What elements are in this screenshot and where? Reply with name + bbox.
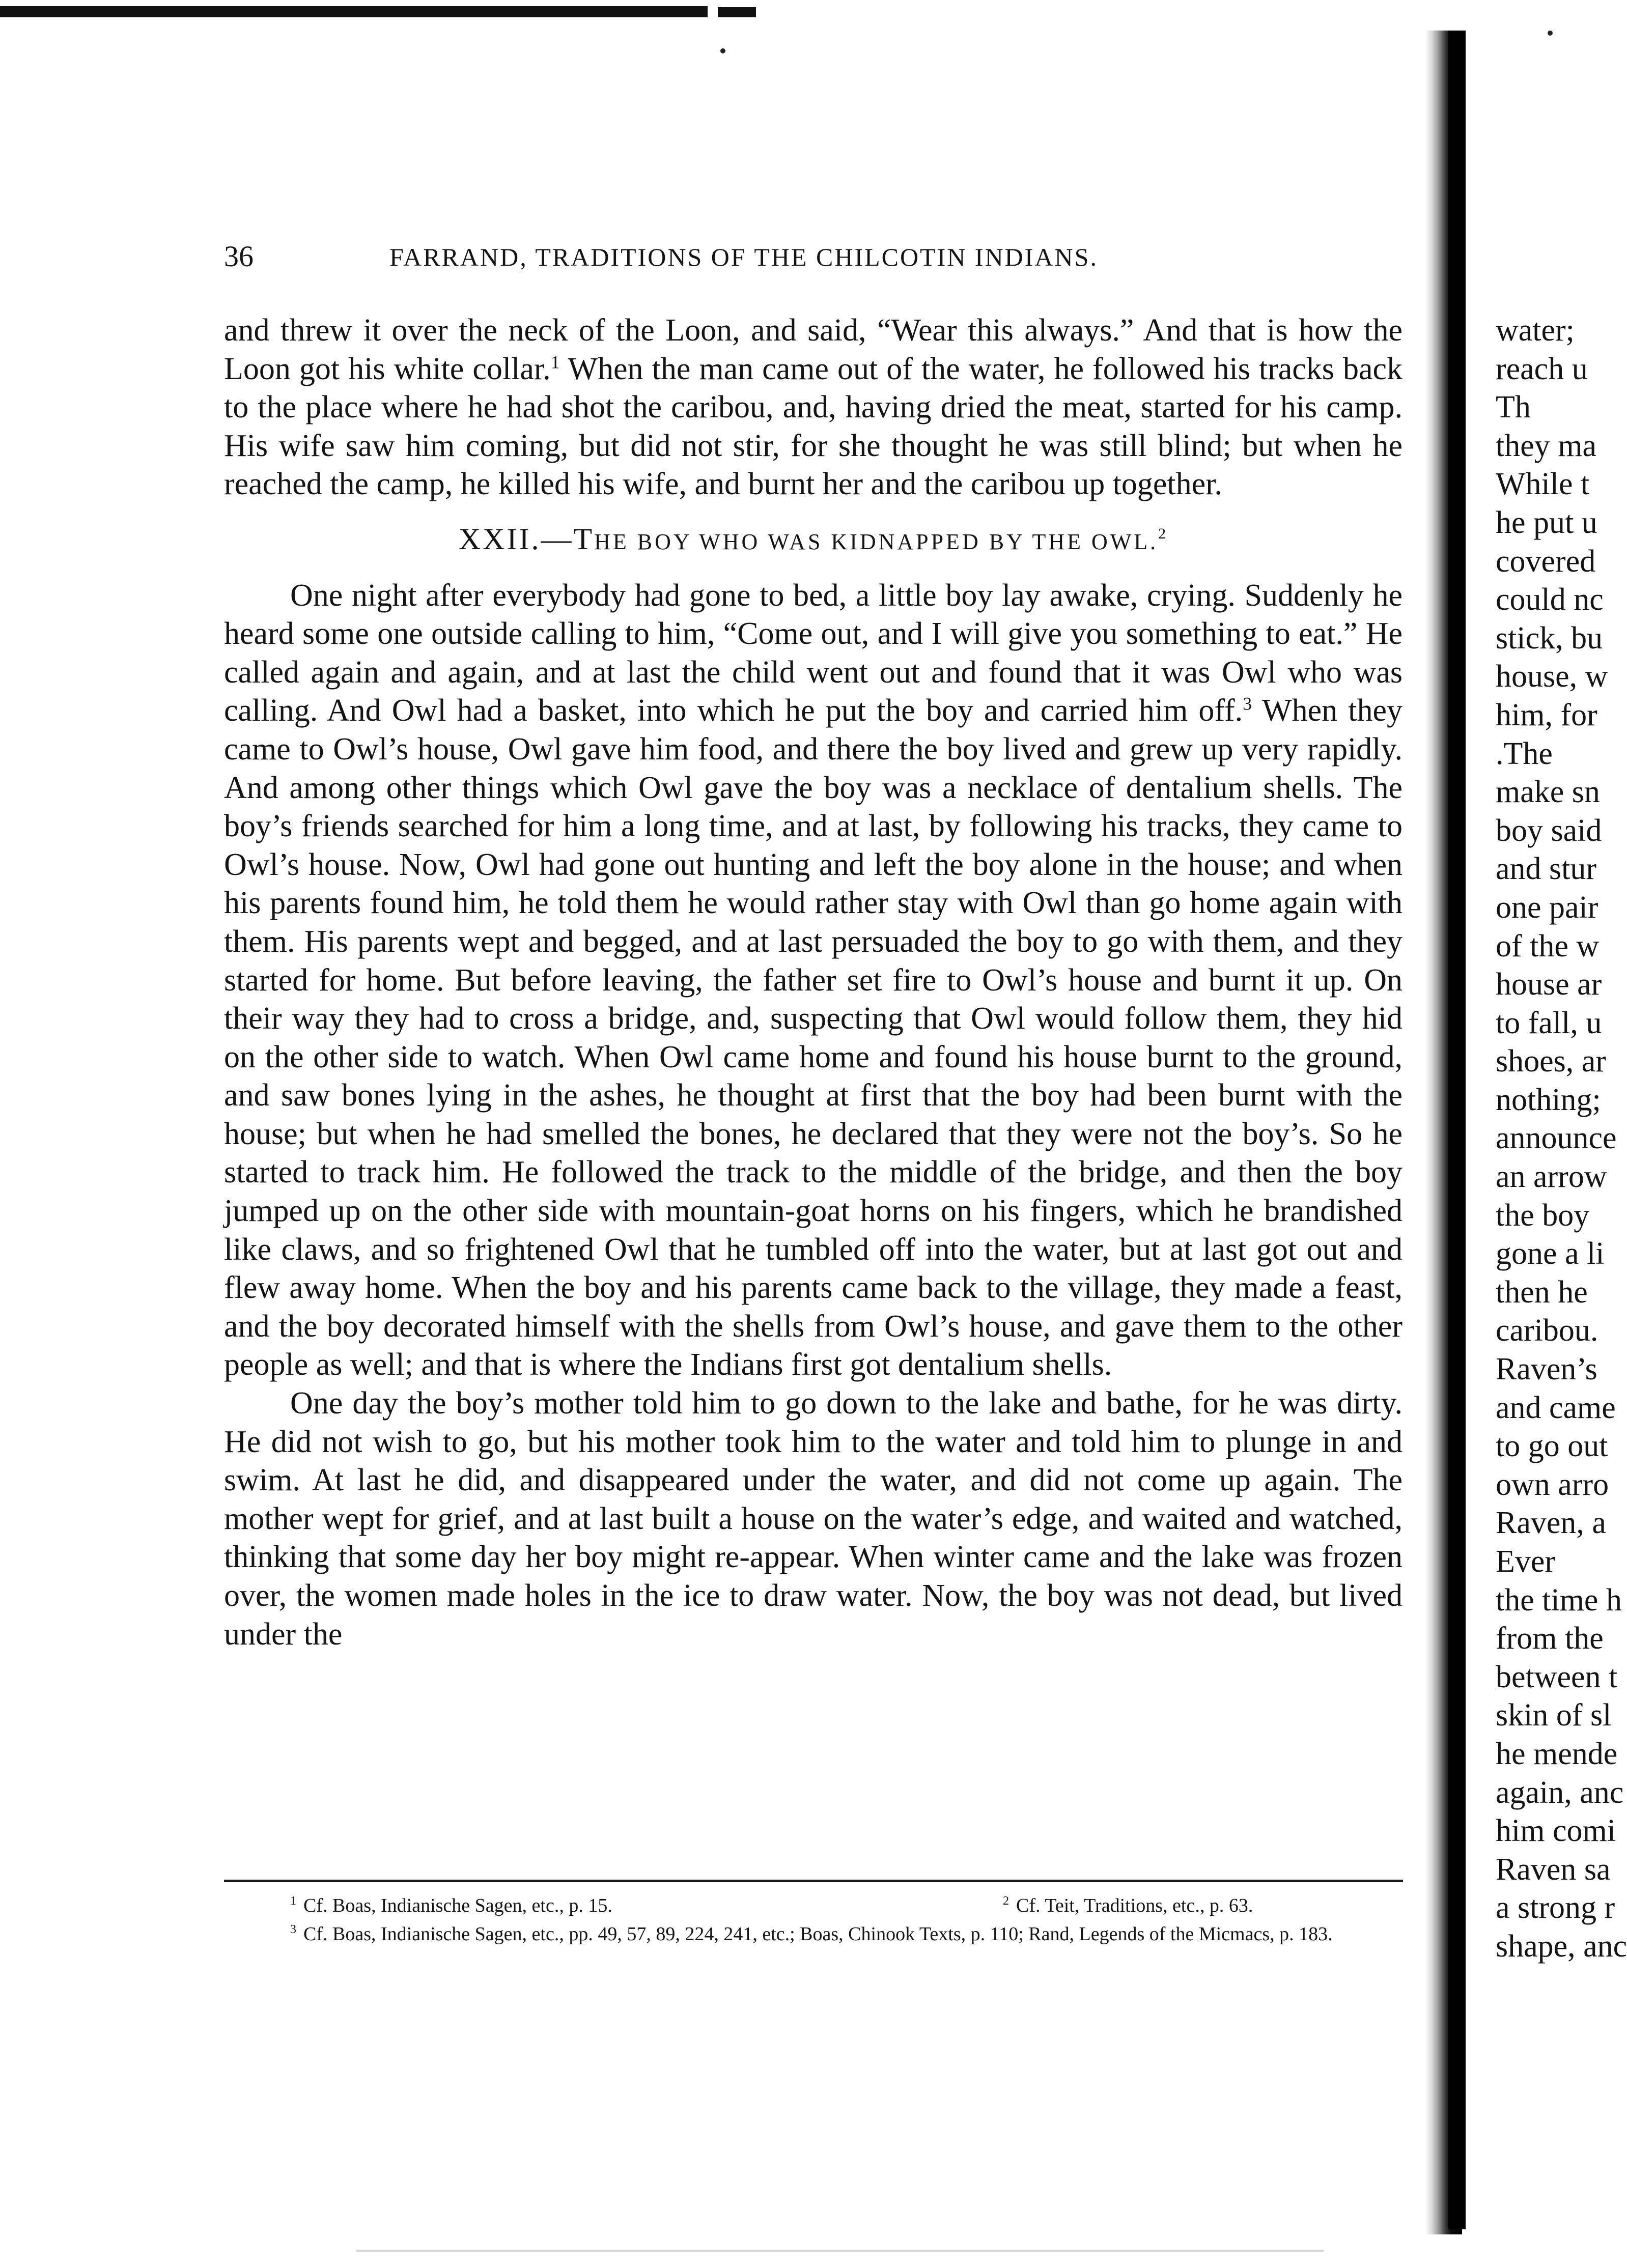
facing-page-line: shoes, ar: [1496, 1044, 1606, 1079]
facing-page-line: between t: [1496, 1659, 1618, 1694]
footnotes: [224, 1891, 1403, 1948]
facing-page-line: a strong r: [1496, 1890, 1615, 1925]
facing-page-line: .The: [1496, 736, 1553, 771]
facing-page-line: house ar: [1496, 967, 1602, 1002]
page-number: 36: [224, 240, 254, 273]
facing-page-line: own arro: [1496, 1467, 1609, 1502]
story-paragraph: One night after everybody had gone to bed, a little boy lay awake, crying. Suddenly he heard some one outside calling to him, “Come out, and I will give you something to eat.” He called again and again, and at last the child went out and found that it was Owl who was calling. And Owl had a basket, into which he put the boy and carried him off.$^3$ When they came to Owl’s house, Owl gave him food, and there the boy lived and grew up very rapidly. And among other things which Owl gave the boy was a necklace of dentalium shells. The boy’s friends searched for him a long time, and at last, by following his tracks, they came to Owl’s house. Now, Owl had gone out hunting and left the boy alone in the house; and when his parents found him, he told them he would rather stay with Owl than go home again with them. His parents wept and begged, and at last persuaded the boy to go with them, and they started for home. But before leaving, the father set fire to Owl’s house and burnt it up. On their way they had to cross a bridge, and, suspecting that Owl would follow them, they hid on the other side to watch. When Owl came home and found his house burnt to the ground, and saw bones lying in the ashes, he thought at first that the boy had been burnt with the house; but when he had smelled the bones, he declared that they were not the boy’s. So he started to track him. He followed the track to the middle of the bridge, and then the boy jumped up on the other side with mountain-goat horns on his fingers, which he brandished like claws, and so frightened Owl that he tumbled off into the water, but at last got out and flew away home. When the boy and his parents came back to the village, they made a feast, and the boy decorated himself with the shells from Owl’s house, and gave them to the other people as well; and that is where the Indians first got dentalium shells.: [224, 578, 1402, 1382]
scan-top-edge-bar: [0, 6, 708, 17]
facing-page-line: the boy: [1496, 1198, 1590, 1233]
facing-page-line: While t: [1496, 467, 1590, 502]
facing-page-line: Raven sa: [1496, 1852, 1611, 1887]
running-title: FARRAND, TRADITIONS OF THE CHILCOTIN INDIANS.: [389, 243, 1098, 271]
facing-page-line: Raven, a: [1496, 1506, 1606, 1541]
section-heading: XXII.—THE BOY WHO WAS KIDNAPPED BY THE OWL.$^2$: [458, 522, 1168, 556]
facing-page-line: then he: [1496, 1274, 1588, 1310]
footnote-line: $^3$ Cf. Boas, Indianische Sagen, etc., pp. 49, 57, 89, 224, 241, etc.; Boas, Chinook Texts, p. 110; Rand, Legends of the Micmacs, p. 183.: [290, 1923, 1333, 1945]
facing-page-line: covered: [1496, 544, 1596, 579]
facing-page-line: announce: [1496, 1121, 1617, 1156]
footnote-line: $^1$ Cf. Boas, Indianische Sagen, etc., p. 15. $^2$ Cf. Teit, Traditions, etc., p. 63.: [290, 1894, 1253, 1916]
main-text-column: [224, 311, 1402, 1654]
facing-page-line: he put u: [1496, 505, 1597, 540]
facing-page-line: Ever: [1496, 1544, 1556, 1579]
scan-top-edge-mark: [718, 7, 756, 17]
facing-page-fragment: [1496, 311, 1627, 1966]
facing-page-line: gone a li: [1496, 1236, 1605, 1271]
facing-page-line: Raven’s: [1496, 1352, 1597, 1387]
facing-page-line: him, for: [1496, 697, 1597, 732]
footnote-ref[interactable]: 2: [1158, 525, 1168, 542]
facing-page-line: an arrow: [1496, 1159, 1607, 1195]
facing-page-line: Th: [1496, 390, 1531, 425]
facing-page-line: caribou.: [1496, 1313, 1598, 1348]
facing-page-line: they ma: [1496, 428, 1596, 463]
facing-page-line: stick, bu: [1496, 620, 1603, 656]
footnote-rule: [224, 1880, 1403, 1882]
facing-page-line: of the w: [1496, 928, 1600, 963]
facing-page-line: him comi: [1496, 1813, 1616, 1849]
scan-noise: [356, 2250, 1324, 2252]
facing-page-line: shape, anc: [1496, 1929, 1627, 1964]
facing-page-line: reach u: [1496, 351, 1588, 386]
facing-page-line: he mende: [1496, 1736, 1618, 1771]
facing-page-line: again, anc: [1496, 1775, 1624, 1810]
scan-speck: [1548, 31, 1553, 36]
facing-page-line: from the: [1496, 1621, 1604, 1656]
scan-speck: [720, 48, 725, 53]
facing-page-line: one pair: [1496, 890, 1598, 925]
facing-page-line: house, w: [1496, 659, 1608, 694]
facing-page-line: and stur: [1496, 852, 1597, 887]
facing-page-line: water;: [1496, 313, 1575, 348]
facing-page-line: to fall, u: [1496, 1005, 1602, 1040]
opening-paragraph: and threw it over the neck of the Loon, and said, “Wear this always.” And that is how the Loon got his white collar.$^1$ When the man came out of the water, he followed his tracks back to the place where he had shot the caribou, and, having dried the meat, started for his camp. His wife saw him coming, but did not stir, for she thought he was still blind; but when he reached the camp, he killed his wife, and burnt her and the caribou up together.: [224, 313, 1402, 502]
facing-page-line: boy said: [1496, 813, 1602, 848]
book-gutter-edge: [1448, 31, 1466, 2229]
facing-page-line: make sn: [1496, 775, 1600, 810]
footnote-1: Cf. Boas, Indianische Sagen, etc., p. 15.: [303, 1895, 612, 1916]
footnote-ref[interactable]: 1: [550, 351, 560, 372]
facing-page-line: the time h: [1496, 1582, 1622, 1618]
story-paragraph: One day the boy’s mother told him to go down to the lake and bathe, for he was dirty. He did not wish to go, but his mother took him to the water and told him to plunge in and swim. At last he did, and disappeared under the water, and did not come up again. The mother wept for grief, and at last built a house on the water’s edge, and waited and watched, thinking that some day her boy might re-appear. When winter came and the lake was frozen over, the women made holes in the ice to draw water. Now, the boy was not dead, but lived under the: [224, 1386, 1402, 1652]
facing-page-line: nothing;: [1496, 1082, 1601, 1117]
facing-page-line: could nc: [1496, 582, 1604, 617]
facing-page-line: to go out: [1496, 1429, 1608, 1464]
facing-page-line: skin of sl: [1496, 1698, 1612, 1733]
footnote-ref[interactable]: 3: [1243, 693, 1252, 714]
footnote-3: Cf. Boas, Indianische Sagen, etc., pp. 49, 57, 89, 224, 241, etc.; Boas, Chinook Texts, p. 110; Rand, Legends of the Micmacs, p. 183.: [303, 1923, 1333, 1945]
facing-page-line: and came: [1496, 1390, 1616, 1425]
footnote-2: Cf. Teit, Traditions, etc., p. 63.: [1016, 1895, 1253, 1916]
